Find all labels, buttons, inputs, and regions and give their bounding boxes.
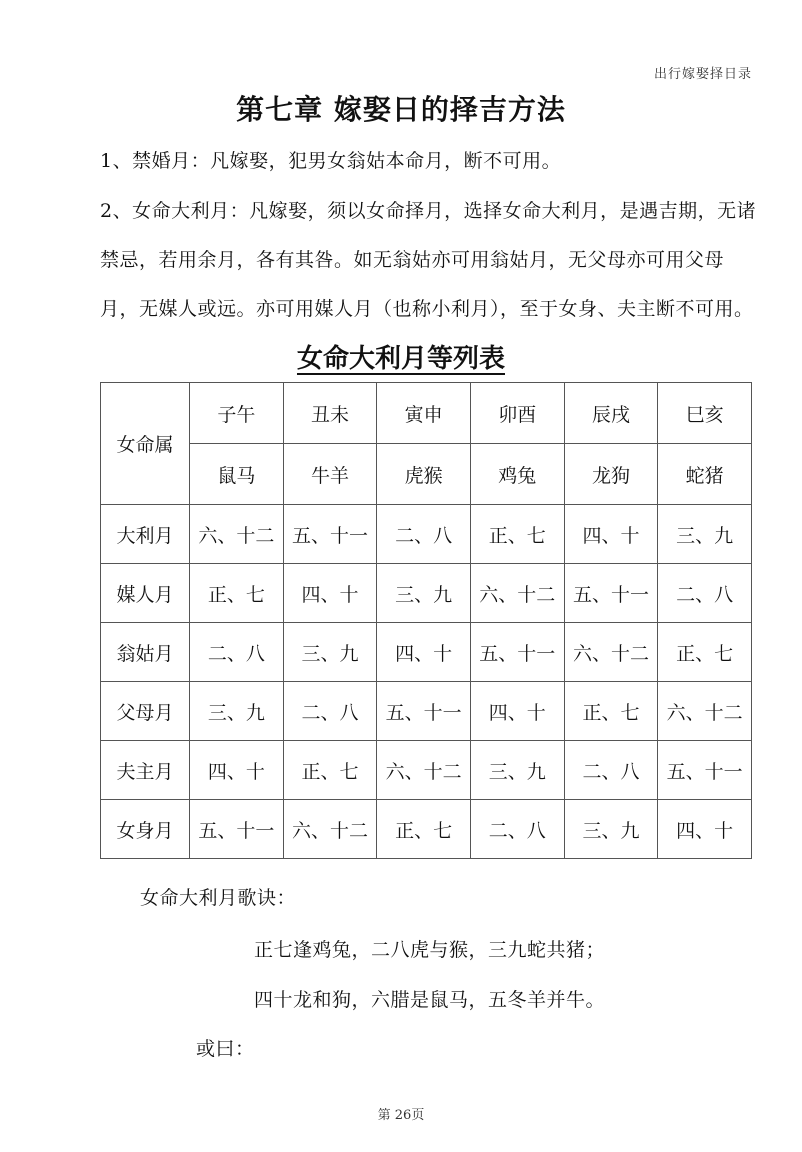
table-row — [101, 682, 752, 741]
running-header: 出行嫁娶择日录 — [653, 67, 752, 82]
month-cell: 六、十二 — [190, 505, 284, 564]
month-cell: 三、九 — [470, 741, 564, 800]
table-corner-label: 女命属 — [101, 383, 190, 505]
animal-header: 鸡兔 — [470, 444, 564, 505]
month-cell: 五、十一 — [190, 800, 284, 859]
month-cell: 二、八 — [658, 564, 752, 623]
animal-header: 虎猴 — [377, 444, 471, 505]
month-cell: 六、十二 — [283, 800, 377, 859]
row-label: 父母月 — [101, 682, 190, 741]
table-row — [101, 564, 752, 623]
row-label: 夫主月 — [101, 741, 190, 800]
month-cell: 三、九 — [564, 800, 658, 859]
month-cell: 四、十 — [658, 800, 752, 859]
month-cell: 五、十一 — [564, 564, 658, 623]
month-cell: 三、九 — [283, 623, 377, 682]
paragraph-favorable-months: 2、女命大利月：凡嫁娶，须以女命择月，选择女命大利月，是遇吉期，无诸禁忌，若用余月，各有其咎。如无翁姑亦可用翁姑月，无父母亦可用父母月，无媒人或远。亦可用媒人月（也称小利月），至于女身、夫主断不可用。 — [100, 200, 757, 320]
animal-header: 鼠马 — [190, 444, 284, 505]
branch-header: 卯酉 — [470, 383, 564, 444]
month-cell: 正、七 — [190, 564, 284, 623]
month-cell: 四、十 — [564, 505, 658, 564]
month-cell: 正、七 — [658, 623, 752, 682]
month-cell: 五、十一 — [283, 505, 377, 564]
branch-header: 辰戌 — [564, 383, 658, 444]
month-cell: 六、十二 — [564, 623, 658, 682]
page-number: 第 26页 — [377, 1108, 425, 1123]
table-row — [101, 800, 752, 859]
table-title-text: 女命大利月等列表 — [296, 344, 505, 374]
month-cell: 正、七 — [564, 682, 658, 741]
month-cell: 正、七 — [377, 800, 471, 859]
month-cell: 三、九 — [377, 564, 471, 623]
month-cell: 四、十 — [190, 741, 284, 800]
month-cell: 四、十 — [470, 682, 564, 741]
branch-header: 寅申 — [377, 383, 471, 444]
verse-title: 女命大利月歌诀： — [140, 887, 297, 909]
chapter-title: 第七章 嫁娶日的择吉方法 — [236, 93, 566, 126]
table-title — [0, 338, 802, 375]
paragraph-forbidden-months: 1、禁婚月：凡嫁娶，犯男女翁姑本命月，断不可用。 — [100, 150, 562, 172]
table-header-row-animals — [101, 444, 752, 505]
table-body — [101, 505, 752, 859]
month-cell: 六、十二 — [658, 682, 752, 741]
month-cell: 四、十 — [377, 623, 471, 682]
row-label: 大利月 — [101, 505, 190, 564]
fate-month-table — [100, 382, 752, 859]
table-row — [101, 623, 752, 682]
month-cell: 二、八 — [283, 682, 377, 741]
row-label: 翁姑月 — [101, 623, 190, 682]
month-cell: 五、十一 — [470, 623, 564, 682]
verse-line-1: 正七逢鸡兔，二八虎与猴，三九蛇共猪； — [254, 939, 606, 961]
row-label: 女身月 — [101, 800, 190, 859]
verse-huo-yue: 或曰： — [196, 1038, 255, 1060]
month-cell: 二、八 — [564, 741, 658, 800]
animal-header: 蛇猪 — [658, 444, 752, 505]
month-cell: 六、十二 — [377, 741, 471, 800]
month-cell: 二、八 — [470, 800, 564, 859]
verse-line-2: 四十龙和狗，六腊是鼠马，五冬羊并牛。 — [254, 989, 606, 1011]
month-cell: 五、十一 — [658, 741, 752, 800]
animal-header: 牛羊 — [283, 444, 377, 505]
month-cell: 二、八 — [377, 505, 471, 564]
month-cell: 四、十 — [283, 564, 377, 623]
branch-header: 巳亥 — [658, 383, 752, 444]
month-cell: 正、七 — [283, 741, 377, 800]
table-row — [101, 741, 752, 800]
table-row — [101, 505, 752, 564]
month-cell: 六、十二 — [470, 564, 564, 623]
month-cell: 三、九 — [190, 682, 284, 741]
month-cell: 正、七 — [470, 505, 564, 564]
month-cell: 五、十一 — [377, 682, 471, 741]
month-cell: 二、八 — [190, 623, 284, 682]
branch-header: 丑未 — [283, 383, 377, 444]
month-cell: 三、九 — [658, 505, 752, 564]
animal-header: 龙狗 — [564, 444, 658, 505]
branch-header: 子午 — [190, 383, 284, 444]
table-header-row-branches — [101, 383, 752, 444]
row-label: 媒人月 — [101, 564, 190, 623]
